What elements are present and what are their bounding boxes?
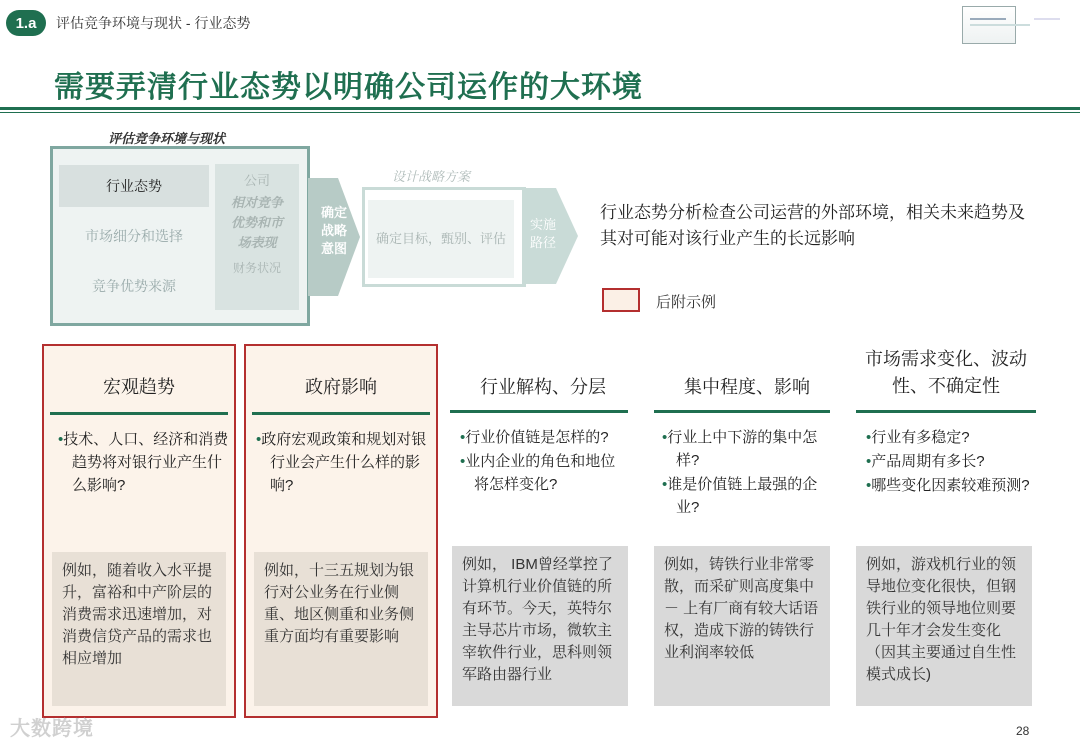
column-rule	[654, 410, 830, 413]
bullet-item: •哪些变化因素较难预测?	[866, 477, 1030, 494]
column-rule	[856, 410, 1036, 413]
bullet-list	[866, 426, 1036, 498]
bullet-item: •政府宏观政策和规划对银行业会产生什么样的影响?	[256, 431, 427, 494]
example-box: 例如， IBM曾经掌控了计算机行业价值链的所有环节。今天，英特尔主导芯片市场，微软主宰软件行业，思科则领军路由器行业	[452, 546, 628, 706]
title-divider	[0, 107, 1080, 110]
column-industry-structure	[448, 344, 638, 718]
title-divider-thin	[0, 112, 1080, 113]
diagram-caption: 评估竞争环境与现状	[108, 131, 226, 146]
page-title: 需要弄清行业态势以明确公司运作的大环境	[54, 70, 643, 105]
bullet-list	[256, 428, 432, 498]
strategy-intent-label: 确定战略意图	[320, 205, 347, 256]
watermark-logo: 大数跨境	[10, 718, 94, 740]
column-heading: 政府影响	[305, 377, 377, 397]
column-concentration	[652, 344, 842, 718]
column-rule	[252, 412, 430, 415]
breadcrumb: 评估竞争环境与现状 - 行业态势	[56, 15, 251, 31]
column-government-influence	[244, 344, 438, 718]
plan-caption: 设计战略方案	[392, 169, 471, 184]
column-market-demand	[854, 344, 1038, 718]
page-number: 28	[1016, 724, 1030, 738]
left-item-competitive-advantage: 竞争优势来源	[92, 278, 176, 294]
bullet-item: •产品周期有多长?	[866, 453, 985, 470]
company-column	[215, 164, 299, 310]
bullet-item: •行业上中下游的集中怎样?	[662, 429, 818, 469]
column-heading: 市场需求变化、波动性、不确定性	[865, 349, 1027, 396]
company-label: 公司	[243, 173, 270, 188]
bullet-item: •谁是价值链上最强的企业?	[662, 476, 818, 516]
column-rule	[50, 412, 228, 415]
example-box: 例如，随着收入水平提升，富裕和中产阶层的消费需求迅速增加，对消费信贷产品的需求也相应增加	[52, 552, 226, 706]
implementation-label: 实施路径	[530, 217, 557, 250]
company-performance-label: 相对竞争优势和市场表现	[230, 195, 283, 250]
column-rule	[450, 410, 628, 413]
bullet-item: •行业有多稳定?	[866, 429, 970, 446]
bullet-item: •行业价值链是怎样的?	[460, 429, 609, 446]
legend-label: 后附示例	[656, 294, 717, 311]
left-item-market-segmentation: 市场细分和选择	[85, 228, 183, 244]
plan-text: 确定目标，甄别、评估	[368, 200, 514, 278]
bullet-list	[58, 428, 230, 498]
description-text: 行业态势分析检查公司运营的外部环境，相关未来趋势及其对可能对该行业产生的长远影响	[600, 203, 1025, 248]
bullet-item: •业内企业的角色和地位将怎样变化?	[460, 453, 616, 493]
bullet-list	[662, 426, 828, 520]
example-box: 例如，铸铁行业非常零散，而采矿则高度集中 － 上有厂商有较大话语权，造成下游的铸铁行业利润率较低	[654, 546, 830, 706]
legend-swatch	[602, 288, 640, 312]
company-finance-label: 财务状况	[232, 261, 281, 275]
section-badge: 1.a	[6, 10, 46, 36]
bullet-list	[460, 426, 626, 497]
example-box: 例如，游戏机行业的领导地位变化很快，但钢铁行业的领导地位则要几十年才会发生变化（因其主要通过自生性模式成长)	[856, 546, 1032, 706]
example-box: 例如，十三五规划为银行对公业务在行业侧重、地区侧重和业务侧重方面均有重要影响	[254, 552, 428, 706]
column-macro-trends	[42, 344, 236, 718]
column-heading: 行业解构、分层	[480, 377, 606, 397]
bullet-item: •技术、人口、经济和消费趋势将对银行业产生什么影响?	[58, 431, 229, 494]
thumbnail-lines-icon	[970, 16, 1060, 30]
left-item-industry-trend: 行业态势	[59, 165, 209, 207]
column-heading: 宏观趋势	[103, 377, 175, 397]
column-heading: 集中程度、影响	[684, 377, 810, 397]
